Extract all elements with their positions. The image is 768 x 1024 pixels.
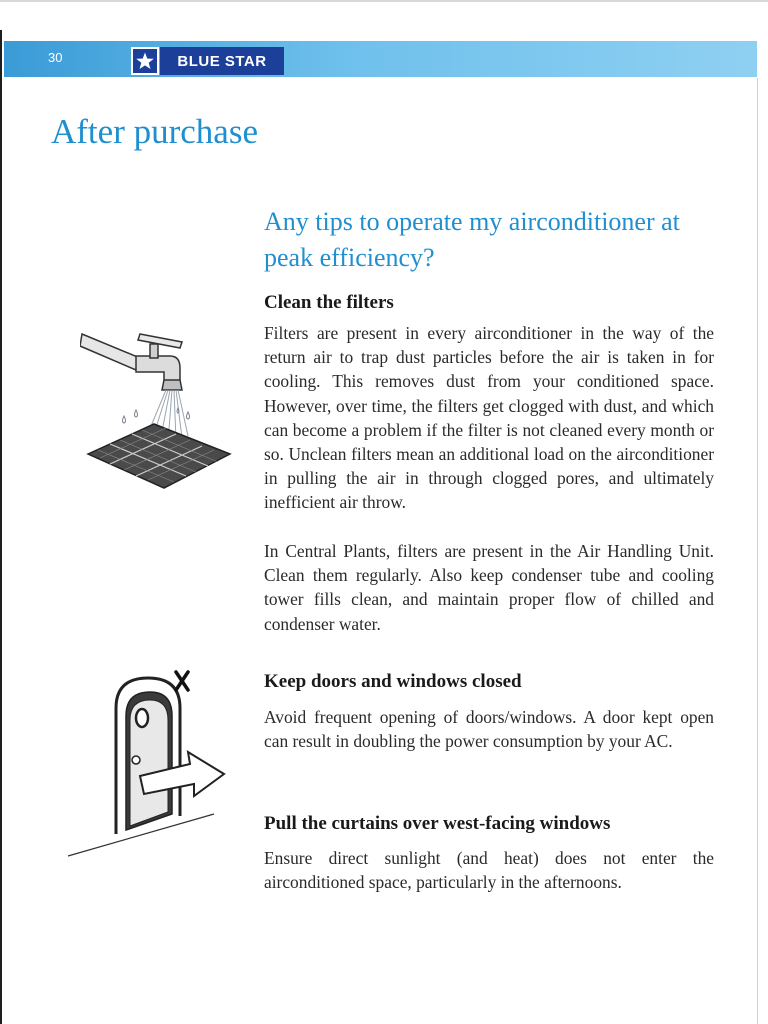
page-number: 30: [48, 50, 63, 65]
star-icon: [135, 51, 155, 71]
brand-name: BLUE STAR: [177, 52, 267, 70]
tap-washing-filter-illustration: [80, 320, 240, 500]
page-right-edge: [757, 78, 758, 1024]
page-title: After purchase: [51, 112, 258, 151]
section-paragraph: Filters are present in every airconditioner in the way of the return air to trap dust particles before the air is taken in for cooling. This removes dust from your conditioned space. However, over time, the filters get clogged with dust, and which can become a problem if the filter is not cleaned every month or so. Unclean filters mean an additional load on the airconditioner in pulling the air in through clogged pores, and ultimately inefficient air throw.: [264, 323, 714, 513]
section-paragraph: Ensure direct sunlight (and heat) does not enter the airconditioned space, particularly in the afternoons.: [264, 848, 714, 893]
section-heading-doors-windows: Keep doors and windows closed: [264, 671, 522, 692]
question-heading: Any tips to operate my airconditioner at peak efficiency?: [264, 207, 680, 272]
section-heading-curtains: Pull the curtains over west-facing windows: [264, 813, 611, 834]
page-left-edge: [0, 30, 2, 1024]
brand-wordmark: [160, 47, 284, 75]
brand-logo: [131, 47, 159, 75]
section-paragraph: In Central Plants, filters are present in the Air Handling Unit. Clean them regularly. Also keep condenser tube and cooling tower fills clean, and maintain proper flow of chilled and condenser water.: [264, 541, 714, 634]
header-bar: [4, 41, 757, 77]
open-door-illustration: [64, 664, 244, 864]
top-rule: [0, 0, 768, 2]
section-paragraph: Avoid frequent opening of doors/windows. A door kept open can result in doubling the power consumption by your AC.: [264, 707, 714, 752]
section-heading-clean-filters: Clean the filters: [264, 292, 394, 313]
